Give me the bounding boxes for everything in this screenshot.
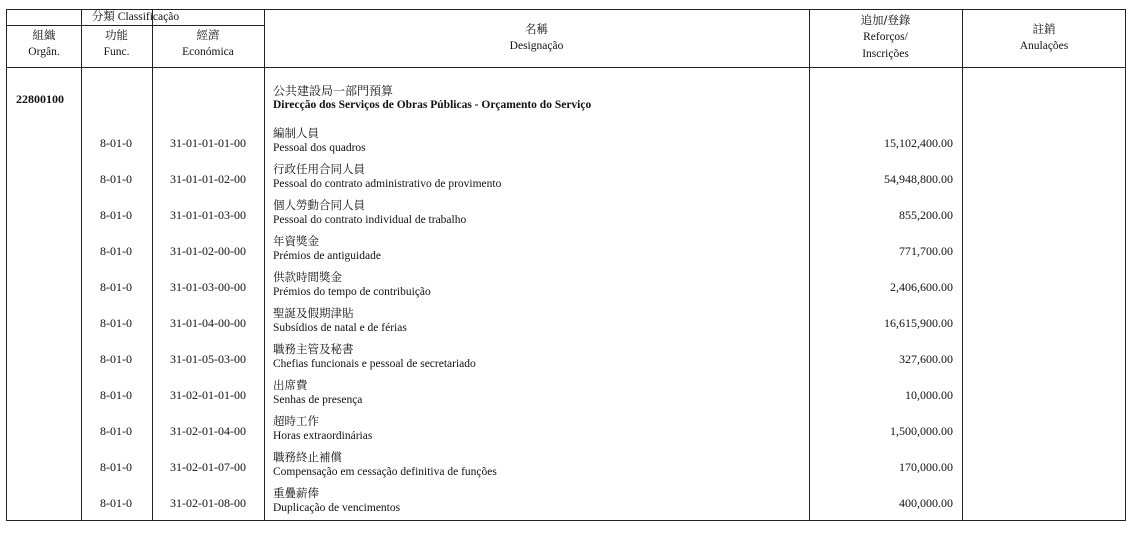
header-designation-cn: 名稱 bbox=[525, 22, 548, 36]
econ-code: 31-02-01-04-00 bbox=[170, 424, 246, 438]
item-name-cn: 供款時間獎金 bbox=[273, 270, 342, 284]
section-title-cn: 公共建設局一部門預算 bbox=[273, 84, 394, 98]
budget-table bbox=[6, 9, 1126, 521]
func-code: 8-01-0 bbox=[100, 280, 132, 294]
amount: 170,000.00 bbox=[899, 460, 953, 474]
table-row bbox=[7, 448, 1125, 484]
item-name-cn: 年資獎金 bbox=[273, 234, 319, 248]
amount: 2,406,600.00 bbox=[890, 280, 953, 294]
amount: 10,000.00 bbox=[905, 388, 953, 402]
func-code: 8-01-0 bbox=[100, 136, 132, 150]
func-code: 8-01-0 bbox=[100, 460, 132, 474]
amount: 327,600.00 bbox=[899, 352, 953, 366]
func-code: 8-01-0 bbox=[100, 208, 132, 222]
item-name-pt: Pessoal do contrato individual de trabalho bbox=[273, 214, 467, 226]
amount: 16,615,900.00 bbox=[884, 316, 953, 330]
func-code: 8-01-0 bbox=[100, 316, 132, 330]
table-row bbox=[7, 232, 1125, 268]
item-name-cn: 編制人員 bbox=[273, 126, 319, 140]
amount: 15,102,400.00 bbox=[884, 136, 953, 150]
item-name-pt: Prémios do tempo de contribuição bbox=[273, 286, 431, 298]
func-code: 8-01-0 bbox=[100, 244, 132, 258]
amount: 400,000.00 bbox=[899, 496, 953, 510]
item-name-pt: Horas extraordinárias bbox=[273, 430, 373, 442]
econ-code: 31-01-02-00-00 bbox=[170, 244, 246, 258]
header-reinforce-pt1: Reforços/ bbox=[863, 31, 908, 43]
item-name-pt: Chefias funcionais e pessoal de secretariado bbox=[273, 358, 476, 370]
econ-code: 31-02-01-01-00 bbox=[170, 388, 246, 402]
table-row bbox=[7, 196, 1125, 232]
item-name-cn: 職務主管及秘書 bbox=[273, 342, 354, 356]
header-org-cn: 組織 bbox=[32, 28, 56, 42]
econ-code: 31-02-01-08-00 bbox=[170, 496, 246, 510]
func-code: 8-01-0 bbox=[100, 388, 132, 402]
econ-code: 31-01-04-00-00 bbox=[170, 316, 246, 330]
func-code: 8-01-0 bbox=[100, 352, 132, 366]
func-code: 8-01-0 bbox=[100, 424, 132, 438]
header-annul-pt: Anulações bbox=[1019, 40, 1069, 52]
header-func-pt: Func. bbox=[103, 46, 130, 58]
header-subrule bbox=[7, 25, 264, 26]
table-row bbox=[7, 304, 1125, 340]
amount: 771,700.00 bbox=[899, 244, 953, 258]
econ-code: 31-02-01-07-00 bbox=[170, 460, 246, 474]
amount: 855,200.00 bbox=[899, 208, 953, 222]
header-econ-cn: 經濟 bbox=[196, 28, 220, 42]
item-name-cn: 職務終止補償 bbox=[273, 450, 342, 464]
item-name-cn: 行政任用合同人員 bbox=[273, 162, 365, 176]
org-code: 22800100 bbox=[16, 92, 64, 106]
econ-code: 31-01-03-00-00 bbox=[170, 280, 246, 294]
item-name-pt: Subsídios de natal e de férias bbox=[273, 322, 407, 334]
table-row bbox=[7, 412, 1125, 448]
item-name-cn: 個人勞動合同人員 bbox=[273, 198, 365, 212]
header-designation-pt: Designação bbox=[509, 40, 564, 52]
econ-code: 31-01-01-01-00 bbox=[170, 136, 246, 150]
header-reinforce-pt2: Inscrições bbox=[862, 48, 909, 60]
table-row bbox=[7, 376, 1125, 412]
func-code: 8-01-0 bbox=[100, 496, 132, 510]
econ-code: 31-01-01-03-00 bbox=[170, 208, 246, 222]
item-name-cn: 超時工作 bbox=[273, 414, 319, 428]
item-name-pt: Duplicação de vencimentos bbox=[273, 502, 401, 514]
header-classification: 分類 Classificação bbox=[91, 11, 180, 23]
item-name-pt: Compensação em cessação definitiva de funções bbox=[273, 466, 497, 478]
table-row bbox=[7, 124, 1125, 160]
header-reinforce-cn: 追加/登錄 bbox=[860, 13, 911, 27]
table-row bbox=[7, 484, 1125, 520]
func-code: 8-01-0 bbox=[100, 172, 132, 186]
header-rule bbox=[7, 67, 1125, 68]
table-row bbox=[7, 160, 1125, 196]
section-title-pt: Direcção dos Serviços de Obras Públicas - Orçamento do Serviço bbox=[273, 99, 592, 111]
item-name-pt: Pessoal dos quadros bbox=[273, 142, 366, 154]
header-econ-pt: Económica bbox=[182, 46, 234, 58]
header-org-pt: Orgân. bbox=[28, 46, 60, 58]
econ-code: 31-01-05-03-00 bbox=[170, 352, 246, 366]
item-name-cn: 聖誕及假期津貼 bbox=[273, 306, 354, 320]
econ-code: 31-01-01-02-00 bbox=[170, 172, 246, 186]
header-annul-cn: 註銷 bbox=[1032, 22, 1056, 36]
amount: 54,948,800.00 bbox=[884, 172, 953, 186]
table-row bbox=[7, 340, 1125, 376]
item-name-pt: Pessoal do contrato administrativo de provimento bbox=[273, 178, 502, 190]
item-name-cn: 重疊薪俸 bbox=[273, 486, 319, 500]
item-name-pt: Senhas de presença bbox=[273, 394, 363, 406]
item-name-cn: 出席費 bbox=[273, 378, 308, 392]
item-name-pt: Prémios de antiguidade bbox=[273, 250, 381, 262]
header-func-cn: 功能 bbox=[105, 28, 128, 42]
amount: 1,500,000.00 bbox=[890, 424, 953, 438]
table-row bbox=[7, 268, 1125, 304]
